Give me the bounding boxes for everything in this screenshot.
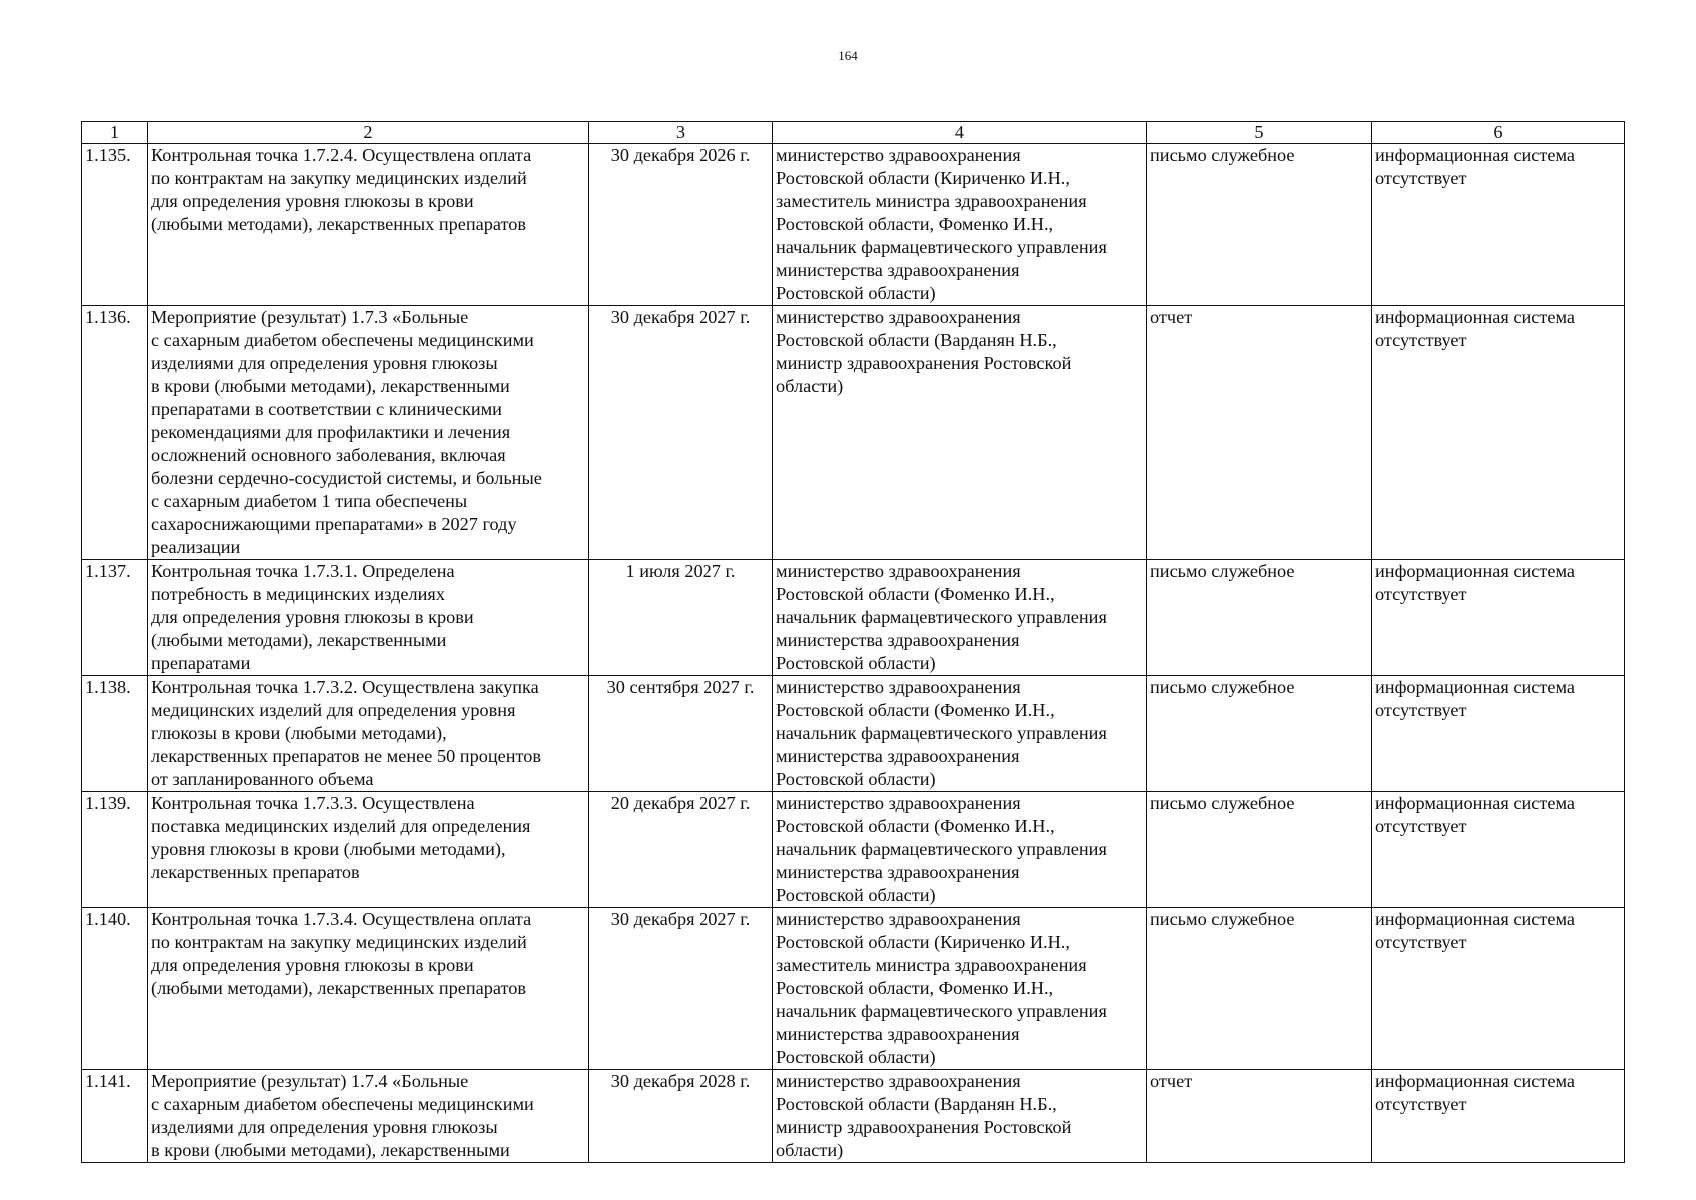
page-number: 164 bbox=[838, 48, 858, 63]
row-responsible: министерство здравоохранения Ростовской области (Варданян Н.Б., министр здравоохранения Ростовской области) bbox=[776, 307, 1072, 396]
row-number: 1.141. bbox=[82, 1070, 148, 1163]
row-document-type: письмо служебное bbox=[1147, 792, 1372, 908]
table-row bbox=[82, 908, 1625, 1070]
row-description: Контрольная точка 1.7.2.4. Осуществлена оплата по контрактам на закупку медицинских изделий для определения уровня глюкозы в крови (любыми методами), лекарственных препаратов bbox=[151, 145, 532, 234]
row-info-system: информационная система отсутствует bbox=[1375, 909, 1576, 952]
column-header-6: 6 bbox=[1372, 122, 1625, 144]
table-row bbox=[82, 676, 1625, 792]
row-number: 1.135. bbox=[82, 144, 148, 306]
row-responsible: министерство здравоохранения Ростовской области (Кириченко И.Н., заместитель министра здравоохранения Ростовской области, Фоменко И.Н., начальник фармацевтического управления министерства здравоохранения Ростовской области) bbox=[776, 145, 1107, 303]
row-responsible: министерство здравоохранения Ростовской области (Фоменко И.Н., начальник фармацевтического управления министерства здравоохранения Ростовской области) bbox=[776, 561, 1107, 673]
row-number: 1.138. bbox=[82, 676, 148, 792]
column-header-4: 4 bbox=[773, 122, 1147, 144]
activities-table bbox=[81, 121, 1625, 1163]
row-date: 30 сентября 2027 г. bbox=[589, 676, 773, 792]
row-info-system: информационная система отсутствует bbox=[1375, 307, 1576, 350]
row-date: 30 декабря 2027 г. bbox=[589, 306, 773, 560]
table-row bbox=[82, 306, 1625, 560]
row-info-system: информационная система отсутствует bbox=[1375, 677, 1576, 720]
column-header-3: 3 bbox=[589, 122, 773, 144]
row-document-type: отчет bbox=[1147, 306, 1372, 560]
row-info-system: информационная система отсутствует bbox=[1375, 1071, 1576, 1114]
row-description: Контрольная точка 1.7.3.2. Осуществлена закупка медицинских изделий для определения уровня глюкозы в крови (любыми методами), лекарственных препаратов не менее 50 процентов от запланированного объема bbox=[151, 677, 542, 789]
header-row bbox=[82, 122, 1625, 144]
row-document-type: отчет bbox=[1147, 1070, 1372, 1163]
row-description: Мероприятие (результат) 1.7.4 «Больные с сахарным диабетом обеспечены медицинскими изделиями для определения уровня глюкозы в крови (любыми методами), лекарственными bbox=[151, 1071, 534, 1160]
table-row bbox=[82, 144, 1625, 306]
row-date: 30 декабря 2026 г. bbox=[589, 144, 773, 306]
row-document-type: письмо служебное bbox=[1147, 560, 1372, 676]
table-row bbox=[82, 1070, 1625, 1163]
row-date: 30 декабря 2028 г. bbox=[589, 1070, 773, 1163]
row-date: 1 июля 2027 г. bbox=[589, 560, 773, 676]
row-description: Контрольная точка 1.7.3.4. Осуществлена оплата по контрактам на закупку медицинских изделий для определения уровня глюкозы в крови (любыми методами), лекарственных препаратов bbox=[151, 909, 532, 998]
row-number: 1.137. bbox=[82, 560, 148, 676]
column-header-5: 5 bbox=[1147, 122, 1372, 144]
row-date: 20 декабря 2027 г. bbox=[589, 792, 773, 908]
row-description: Контрольная точка 1.7.3.3. Осуществлена поставка медицинских изделий для определения уровня глюкозы в крови (любыми методами), лекарственных препаратов bbox=[151, 793, 531, 882]
table-row bbox=[82, 560, 1625, 676]
row-number: 1.140. bbox=[82, 908, 148, 1070]
row-number: 1.139. bbox=[82, 792, 148, 908]
row-responsible: министерство здравоохранения Ростовской области (Фоменко И.Н., начальник фармацевтического управления министерства здравоохранения Ростовской области) bbox=[776, 793, 1107, 905]
row-document-type: письмо служебное bbox=[1147, 144, 1372, 306]
row-description: Контрольная точка 1.7.3.1. Определена потребность в медицинских изделиях для определения уровня глюкозы в крови (любыми методами), лекарственными препаратами bbox=[151, 561, 474, 673]
table-row bbox=[82, 792, 1625, 908]
row-responsible: министерство здравоохранения Ростовской области (Варданян Н.Б., министр здравоохранения Ростовской области) bbox=[776, 1071, 1072, 1160]
row-info-system: информационная система отсутствует bbox=[1375, 145, 1576, 188]
column-header-2: 2 bbox=[148, 122, 589, 144]
column-header-1: 1 bbox=[82, 122, 148, 144]
row-document-type: письмо служебное bbox=[1147, 676, 1372, 792]
row-document-type: письмо служебное bbox=[1147, 908, 1372, 1070]
row-number: 1.136. bbox=[82, 306, 148, 560]
row-description: Мероприятие (результат) 1.7.3 «Больные с сахарным диабетом обеспечены медицинскими изделиями для определения уровня глюкозы в крови (любыми методами), лекарственными препаратами в соответствии с клиническими рекомендациями для профилактики и лечения осложнений основного заболевания, включая болезни сердечно-сосудистой системы, и больные с сахарным диабетом 1 типа обеспечены сахароснижающими препаратами» в 2027 году реализации bbox=[151, 307, 542, 557]
row-info-system: информационная система отсутствует bbox=[1375, 561, 1576, 604]
row-responsible: министерство здравоохранения Ростовской области (Фоменко И.Н., начальник фармацевтического управления министерства здравоохранения Ростовской области) bbox=[776, 677, 1107, 789]
row-responsible: министерство здравоохранения Ростовской области (Кириченко И.Н., заместитель министра здравоохранения Ростовской области, Фоменко И.Н., начальник фармацевтического управления министерства здравоохранения Ростовской области) bbox=[776, 909, 1107, 1067]
row-info-system: информационная система отсутствует bbox=[1375, 793, 1576, 836]
row-date: 30 декабря 2027 г. bbox=[589, 908, 773, 1070]
